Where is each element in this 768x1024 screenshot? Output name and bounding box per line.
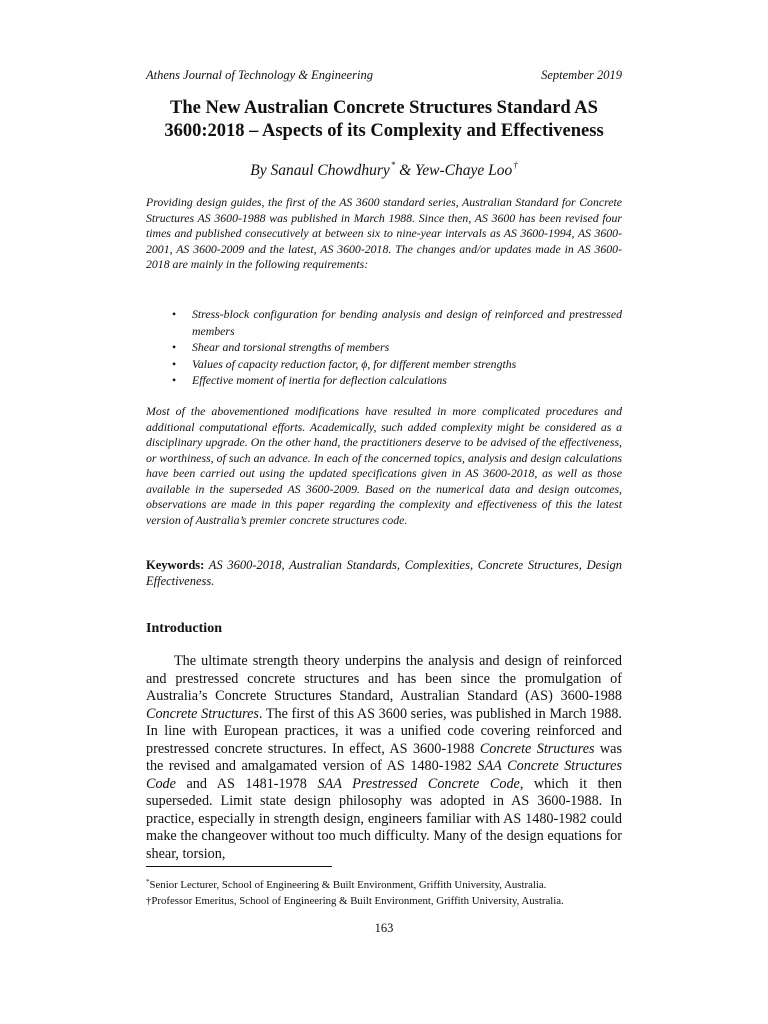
footnote-text-1: Senior Lecturer, School of Engineering & Built Environment, Griffith University, Australia. xyxy=(149,879,547,891)
running-header xyxy=(146,68,622,83)
footnote-1 xyxy=(146,875,636,894)
intro-title-ref: SAA Concrete Structures Code xyxy=(146,758,622,792)
abstract-bullet xyxy=(146,356,622,373)
intro-title-ref: Concrete Structures xyxy=(146,705,259,722)
intro-title-ref: Concrete Structures xyxy=(479,740,595,757)
footnote-mark-1: * xyxy=(146,878,150,886)
abstract-bullet xyxy=(146,306,622,339)
author-mark-1: * xyxy=(390,160,396,170)
footnote-mark-2: † xyxy=(146,894,152,907)
bullet-text: Effective moment of inertia for deflection calculations xyxy=(192,373,447,387)
section-heading-introduction: Introduction xyxy=(146,621,222,636)
abstract-paragraph-1: Providing design guides, the first of the AS 3600 standard series, Australian Standard for Concrete Structures AS 3600-1988 was published in March 1988. Since then, AS 3600 has been revised four times and published consecutively at between six to nine-year intervals as AS 3600-1994, AS 3600-2001, AS 3600-2009 and the latest, AS 3600-2018. The changes and/or updates made in AS 3600-2018 are mainly in the following requirements: xyxy=(146,195,622,271)
bullet-icon: • xyxy=(172,307,177,321)
footnote-2 xyxy=(146,894,636,910)
intro-title-ref: SAA Prestressed Concrete Code xyxy=(317,775,520,792)
paper-title xyxy=(130,97,638,143)
intro-text: . The first of this AS 3600 series, was published in March 1988. In line with European practices, it was a unified code covering reinforced and prestressed concrete structures. In effect, AS 3600-1988 xyxy=(146,705,622,757)
intro-text: and AS 1481-1978 xyxy=(175,775,318,792)
intro-text: , which it then superseded. Limit state design philosophy was adopted in AS 3600-1988. In practice, especially in strength design, engineers familiar with AS 1480-1982 could make the changeover without too much difficulty. Many of the design equations for shear, torsion, xyxy=(146,775,623,862)
journal-name: Athens Journal of Technology & Engineering xyxy=(146,68,373,82)
author-line xyxy=(130,160,638,180)
bullet-text: Stress-block configuration for bending analysis and design of reinforced and prestressed members xyxy=(192,307,622,338)
title-line-2: 3600:2018 – Aspects of its Complexity and Effectiveness xyxy=(164,121,604,141)
abstract-bullet-list xyxy=(146,306,622,389)
keywords-text: AS 3600-2018, Australian Standards, Complexities, Concrete Structures, Design Effectiveness. xyxy=(146,558,622,588)
abstract-bullet xyxy=(146,372,622,389)
abstract-paragraph-2: Most of the abovementioned modifications have resulted in more complicated procedures and additional computational efforts. Academically, such added complexity might be considered as a disciplinary upgrade. On the other hand, the practitioners deserve to be advised of the effectiveness, or worthiness, of such an advance. In each of the concerned topics, analysis and design calculations have been carried out using the updated specifications given in AS 3600-2018, as well as those available in the superseded AS 3600-2009. Based on the numerical data and design outcomes, observations are made in this paper regarding the complexity and effectiveness of this the latest version of Australia’s premier concrete structures code. xyxy=(146,404,622,527)
introduction-paragraph xyxy=(146,653,622,863)
title-line-1: The New Australian Concrete Structures Standard AS xyxy=(170,98,598,118)
issue-date: September 2019 xyxy=(541,68,622,82)
author-mark-2: † xyxy=(513,160,518,170)
footnote-text-2: Professor Emeritus, School of Engineering & Built Environment, Griffith University, Australia. xyxy=(151,894,564,907)
abstract-bullet xyxy=(146,339,622,356)
page-number: 163 xyxy=(374,921,394,935)
author-joiner: & Yew-Chaye Loo xyxy=(395,162,513,179)
footnote-divider xyxy=(146,866,332,867)
bullet-text: Shear and torsional strengths of members xyxy=(192,340,390,354)
bullet-icon: • xyxy=(172,373,177,387)
bullet-icon: • xyxy=(172,356,177,371)
intro-text: was the revised and amalgamated version of AS 1480-1982 xyxy=(146,740,622,774)
keywords xyxy=(146,557,622,589)
author-prefix: By Sanaul Chowdhury xyxy=(250,162,390,179)
bullet-text: Values of capacity reduction factor, ϕ, for different member strengths xyxy=(192,356,517,371)
footnotes xyxy=(146,875,636,909)
keywords-label: Keywords: xyxy=(146,558,205,572)
bullet-icon: • xyxy=(172,340,177,354)
intro-text: The ultimate strength theory underpins the analysis and design of reinforced and prestressed concrete structures and has been since the promulgation of Australia’s Concrete Structures Standard, Australian Standard (AS) 3600-1988 xyxy=(146,653,622,704)
